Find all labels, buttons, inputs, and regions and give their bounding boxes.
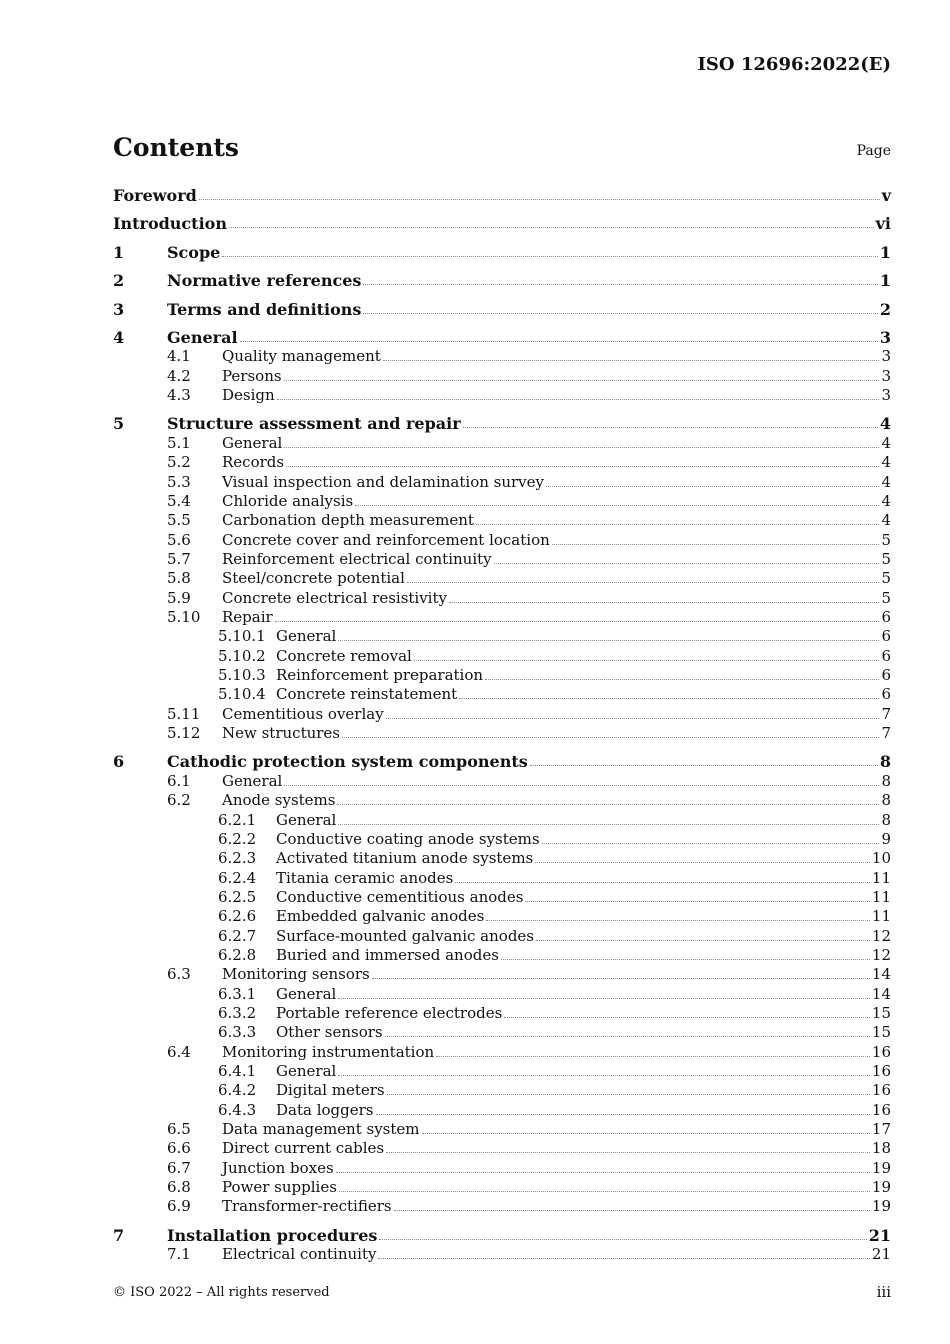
toc-entry-page: 15 [871,1004,891,1022]
toc-entry-number: 7.1 [167,1245,191,1263]
dot-leader [535,861,870,863]
toc-entry[interactable] [113,386,891,405]
toc-entry-title: Anode systems [222,791,336,809]
toc-entry[interactable] [113,1023,891,1042]
toc-entry-number: 4.2 [167,367,191,385]
toc-entry-page: vi [875,214,891,233]
toc-entry-page: 4 [881,434,891,452]
dot-leader [436,1055,870,1057]
toc-entry-page: 16 [871,1101,891,1119]
toc-entry[interactable] [113,1101,891,1120]
toc-entry[interactable] [113,772,891,791]
toc-entry[interactable] [113,589,891,608]
toc-entry[interactable] [113,752,891,771]
dot-leader [339,1190,870,1192]
dot-leader [407,581,880,583]
toc-entry[interactable] [113,1178,891,1197]
dot-leader [552,543,880,545]
dot-leader [387,1093,870,1095]
toc-entry-title: New structures [222,724,341,742]
toc-entry-number: 7 [113,1226,125,1245]
toc-entry[interactable] [113,685,891,704]
dot-leader [337,803,879,805]
toc-entry-title: Design [222,386,275,404]
dot-leader [476,523,880,525]
toc-entry-number: 6.2.7 [218,927,257,945]
toc-entry-number: 5.5 [167,511,191,529]
toc-entry-page: 5 [881,569,891,587]
toc-entry-number: 5.9 [167,589,191,607]
toc-entry[interactable] [113,1159,891,1178]
toc-entry-title: Persons [222,367,282,385]
toc-entry-number: 2 [113,271,125,290]
toc-entry-number: 1 [113,243,125,262]
toc-entry[interactable] [113,328,891,347]
toc-entry-number: 5.10 [167,608,201,626]
toc-entry-title: Concrete reinstatement [276,685,458,703]
toc-entry-number: 6.2.6 [218,907,257,925]
toc-entry[interactable] [113,985,891,1004]
dot-leader [383,359,880,361]
dot-leader [240,340,878,342]
toc-entry[interactable] [113,869,891,888]
toc-entry-title: General [276,985,337,1003]
toc-entry-number: 6.3.1 [218,985,257,1003]
toc-entry-title: Concrete removal [276,647,412,665]
toc-entry[interactable] [113,705,891,724]
toc-entry-title: Visual inspection and delamination survey [222,473,545,491]
toc-entry-number: 6.1 [167,772,191,790]
toc-entry-number: 5.10.3 [218,666,266,684]
dot-leader [386,1151,870,1153]
dot-leader [355,504,879,506]
toc-entry[interactable] [113,647,891,666]
toc-entry-title: Surface-mounted galvanic anodes [276,927,534,945]
toc-entry-title: Other sensors [276,1023,383,1041]
document-id: ISO 12696:2022(E) [697,54,891,75]
toc-entry-page: 8 [879,752,891,771]
toc-entry[interactable] [113,492,891,511]
toc-entry-title: General [167,328,238,347]
toc-entry-page: 4 [881,453,891,471]
dot-leader [277,398,880,400]
page-number: iii [876,1283,891,1301]
toc-entry-page: 5 [881,589,891,607]
toc-entry[interactable] [113,627,891,646]
toc-entry[interactable] [113,946,891,965]
dot-leader [536,939,870,941]
toc-entry-title: Transformer-rectifiers [222,1197,392,1215]
toc-entry-number: 5.10.2 [218,647,266,665]
toc-entry-page: 4 [879,414,891,433]
toc-entry-page: 1 [879,243,891,262]
toc-entry-number: 5.4 [167,492,191,510]
toc-entry-number: 4.1 [167,347,191,365]
toc-entry-title: General [276,811,337,829]
dot-leader [386,717,880,719]
toc-entry[interactable] [113,367,891,386]
toc-entry-number: 5.10.4 [218,685,266,703]
toc-entry-page: 6 [881,627,891,645]
dot-leader [394,1209,870,1211]
toc-entry-page: 19 [871,1197,891,1215]
toc-entry[interactable] [113,473,891,492]
dot-leader [463,426,878,428]
toc-entry[interactable] [113,1245,891,1264]
toc-entry-page: 16 [871,1081,891,1099]
toc-entry-title: Conductive coating anode systems [276,830,540,848]
toc-entry[interactable] [113,214,891,233]
dot-leader [422,1132,870,1134]
toc-entry-page: 8 [881,772,891,790]
toc-entry-title: Cathodic protection system components [167,752,528,771]
toc-entry-page: 11 [871,888,891,906]
toc-entry-page: 6 [881,685,891,703]
dot-leader [286,465,879,467]
toc-entry-page: 6 [881,608,891,626]
toc-entry-title: Terms and definitions [167,300,362,319]
toc-entry-title: Electrical continuity [222,1245,377,1263]
toc-entry-page: 8 [881,791,891,809]
toc-entry-title: Portable reference electrodes [276,1004,503,1022]
toc-entry-page: 1 [879,271,891,290]
toc-entry-number: 5.1 [167,434,191,452]
dot-leader [486,919,870,921]
toc-entry-title: Direct current cables [222,1139,385,1157]
toc-entry-page: 8 [881,811,891,829]
dot-leader [449,601,879,603]
toc-entry-number: 6.4 [167,1043,191,1061]
toc-entry-page: 19 [871,1178,891,1196]
toc-entry-page: 17 [871,1120,891,1138]
toc-entry-number: 5.7 [167,550,191,568]
toc-entry-number: 5.8 [167,569,191,587]
toc-entry-title: Reinforcement electrical continuity [222,550,492,568]
toc-entry-page: 11 [871,869,891,887]
dot-leader [494,562,880,564]
dot-leader [459,697,879,699]
toc-entry-page: 21 [871,1245,891,1263]
toc-entry[interactable] [113,347,891,366]
toc-entry-number: 6.3 [167,965,191,983]
toc-entry-title: Data management system [222,1120,420,1138]
toc-entry-title: Installation procedures [167,1226,378,1245]
toc-entry[interactable] [113,300,891,319]
toc-entry-page: 6 [881,647,891,665]
dot-leader [376,1113,870,1115]
toc-entry-title: Scope [167,243,221,262]
toc-entry-number: 5.12 [167,724,201,742]
toc-entry-number: 6.3.3 [218,1023,257,1041]
dot-leader [336,1171,870,1173]
toc-entry-title: Concrete electrical resistivity [222,589,447,607]
toc-entry-number: 6.8 [167,1178,191,1196]
toc-entry-title: Power supplies [222,1178,337,1196]
page-column-label: Page [856,143,891,159]
toc-entry-page: 16 [871,1043,891,1061]
toc-entry-title: Carbonation depth measurement [222,511,474,529]
toc-entry-title: Junction boxes [222,1159,334,1177]
toc-entry-page: 3 [881,347,891,365]
toc-entry[interactable] [113,1120,891,1139]
copyright-notice: © ISO 2022 – All rights reserved [113,1285,330,1300]
toc-entry-number: 6.3.2 [218,1004,257,1022]
dot-leader [546,485,879,487]
dot-leader [485,678,879,680]
toc-entry-number: 6.2.3 [218,849,257,867]
toc-entry-number: 6.4.3 [218,1101,257,1119]
toc-entry[interactable] [113,791,891,810]
toc-entry[interactable] [113,243,891,262]
toc-entry-number: 6 [113,752,125,771]
toc-entry-title: General [276,627,337,645]
dot-leader [363,312,877,314]
dot-leader [385,1035,870,1037]
toc-entry-number: 3 [113,300,125,319]
toc-entry-number: 6.6 [167,1139,191,1157]
toc-entry-page: 21 [868,1226,891,1245]
toc-entry-page: 11 [871,907,891,925]
dot-leader [199,198,880,200]
dot-leader [372,977,870,979]
toc-entry[interactable] [113,569,891,588]
toc-entry-number: 4 [113,328,125,347]
dot-leader [284,379,880,381]
toc-entry-title: Data loggers [276,1101,374,1119]
toc-entry[interactable] [113,608,891,627]
toc-entry[interactable] [113,830,891,849]
dot-leader [379,1238,866,1240]
toc-entry[interactable] [113,1062,891,1081]
toc-entry[interactable] [113,531,891,550]
toc-entry[interactable] [113,511,891,530]
toc-entry-number: 5.6 [167,531,191,549]
dot-leader [229,226,874,228]
toc-entry-number: 6.9 [167,1197,191,1215]
toc-entry-page: 6 [881,666,891,684]
toc-entry[interactable] [113,927,891,946]
toc-entry-page: 4 [881,473,891,491]
toc-entry[interactable] [113,965,891,984]
toc-entry-number: 6.2.1 [218,811,257,829]
toc-entry-title: Repair [222,608,273,626]
dot-leader [342,736,879,738]
toc-entry-page: 3 [879,328,891,347]
toc-entry-number: 5.11 [167,705,201,723]
toc-entry[interactable] [113,849,891,868]
toc-entry-page: 18 [871,1139,891,1157]
toc-entry-number: 5.10.1 [218,627,266,645]
toc-entry-number: 6.4.2 [218,1081,257,1099]
toc-entry-title: Buried and immersed anodes [276,946,499,964]
toc-entry-title: Conductive cementitious anodes [276,888,524,906]
dot-leader [338,823,879,825]
toc-entry-title: Records [222,453,285,471]
toc-entry-page: 3 [881,386,891,404]
dot-leader [455,881,870,883]
toc-entry-number: 6.5 [167,1120,191,1138]
toc-entry-title: General [222,772,283,790]
toc-entry-title: Steel/concrete potential [222,569,405,587]
toc-entry[interactable] [113,907,891,926]
contents-heading-row [113,133,891,167]
toc-entry[interactable] [113,1043,891,1062]
toc-entry-number: 5.2 [167,453,191,471]
dot-leader [501,958,870,960]
page-title: Contents [113,133,240,162]
toc-entry-title: Monitoring instrumentation [222,1043,435,1061]
dot-leader [275,620,880,622]
toc-entry-number: 6.4.1 [218,1062,257,1080]
toc-entry-number: 6.2.4 [218,869,257,887]
toc-entry[interactable] [113,1004,891,1023]
dot-leader [363,283,877,285]
toc-entry-title: Concrete cover and reinforcement location [222,531,550,549]
toc-entry-page: 14 [871,985,891,1003]
toc-entry-title: Digital meters [276,1081,385,1099]
toc-entry-page: 9 [881,830,891,848]
toc-entry-title: Normative references [167,271,362,290]
toc-entry-page: 12 [871,946,891,964]
toc-entry-title: Quality management [222,347,381,365]
toc-entry-number: 6.2.5 [218,888,257,906]
toc-entry[interactable] [113,453,891,472]
toc-entry[interactable] [113,186,891,205]
toc-entry-page: 5 [881,550,891,568]
dot-leader [414,659,880,661]
toc-entry[interactable] [113,414,891,433]
toc-entry[interactable] [113,888,891,907]
toc-entry[interactable] [113,811,891,830]
toc-entry-title: Cementitious overlay [222,705,384,723]
toc-entry-number: 6.2.8 [218,946,257,964]
toc-entry[interactable] [113,550,891,569]
toc-entry-title: General [222,434,283,452]
toc-entry-number: 5.3 [167,473,191,491]
toc-entry[interactable] [113,724,891,743]
toc-entry-number: 5 [113,414,125,433]
toc-entry-title: Monitoring sensors [222,965,370,983]
dot-leader [338,639,879,641]
toc-entry[interactable] [113,434,891,453]
dot-leader [284,446,879,448]
dot-leader [338,997,870,999]
toc-entry-page: 7 [881,705,891,723]
toc-entry[interactable] [113,1226,891,1245]
toc-entry-page: 12 [871,927,891,945]
toc-entry-number: 6.2.2 [218,830,257,848]
toc-entry-page: 10 [871,849,891,867]
toc-entry-page: 4 [881,492,891,510]
dot-leader [542,842,880,844]
toc-entry-page: 15 [871,1023,891,1041]
toc-entry[interactable] [113,1081,891,1100]
toc-entry-page: 7 [881,724,891,742]
toc-entry[interactable] [113,271,891,290]
dot-leader [338,1074,870,1076]
toc-entry-number: 6.2 [167,791,191,809]
dot-leader [530,764,878,766]
toc-entry-page: 3 [881,367,891,385]
toc-entry-page: 19 [871,1159,891,1177]
toc-entry-title: Activated titanium anode systems [276,849,534,867]
dot-leader [222,255,878,257]
toc-entry-title: Structure assessment and repair [167,414,461,433]
toc-entry-title: Foreword [113,186,197,205]
toc-entry-page: 16 [871,1062,891,1080]
toc-entry-title: Titania ceramic anodes [276,869,454,887]
toc-entry-page: 2 [879,300,891,319]
toc-entry-page: v [881,186,891,205]
toc-entry-title: Introduction [113,214,227,233]
dot-leader [284,784,879,786]
dot-leader [525,900,869,902]
toc-entry-title: Chloride analysis [222,492,354,510]
dot-leader [504,1016,870,1018]
toc-entry-page: 5 [881,531,891,549]
toc-entry[interactable] [113,666,891,685]
toc-entry[interactable] [113,1197,891,1216]
toc-entry-title: Reinforcement preparation [276,666,484,684]
toc-entry-page: 4 [881,511,891,529]
toc-entry-number: 4.3 [167,386,191,404]
toc-entry-page: 14 [871,965,891,983]
toc-entry-title: General [276,1062,337,1080]
toc-entry[interactable] [113,1139,891,1158]
toc-entry-number: 6.7 [167,1159,191,1177]
dot-leader [378,1257,869,1259]
toc-entry-title: Embedded galvanic anodes [276,907,485,925]
